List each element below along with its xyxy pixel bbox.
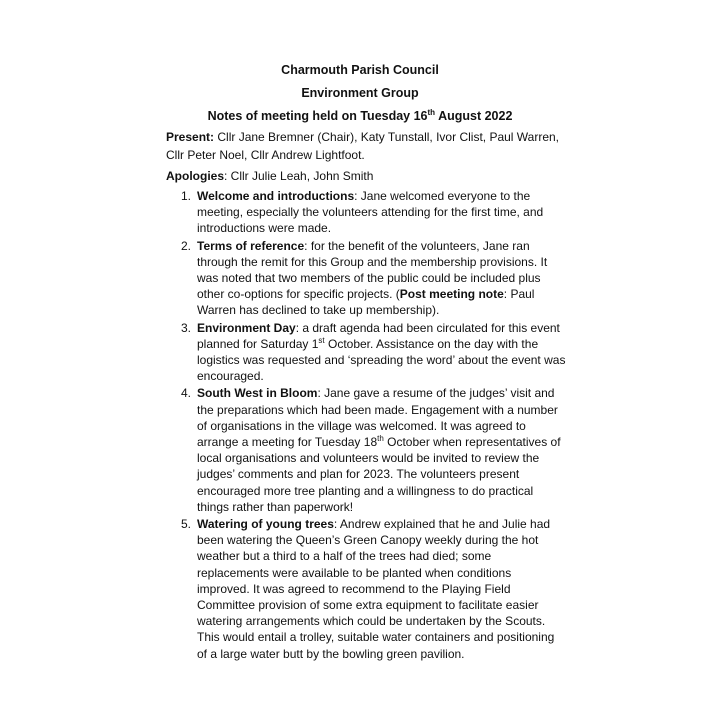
item-text: : for the benefit of the volunteers, Jane ran through the remit for this Group and the membership provisions. It was noted that two members of the public could be included plus other co-options for specific projects. (	[197, 238, 548, 302]
apologies-label: Apologies	[166, 169, 225, 183]
present-text: Cllr Jane Bremner (Chair), Katy Tunstall, Ivor Clist, Paul Warren, Cllr Peter Noel, Cllr Andrew Lightfoot.	[166, 130, 560, 162]
present-paragraph	[166, 128, 566, 164]
item-title: South West in Bloom	[197, 386, 318, 401]
meeting-title-pre: Notes of meeting held on Tuesday 16	[207, 109, 428, 123]
item-title: Environment Day	[197, 320, 296, 335]
present-label: Present:	[166, 130, 215, 144]
item-number: 2.	[181, 238, 192, 253]
item-text-post: October. Assistance on the day with the logistics was requested and ‘spreading the word’ about the event was encouraged.	[197, 336, 566, 384]
item-text-pre: : a draft agenda had been circulated for this event planned for Saturday 1	[197, 320, 560, 351]
apologies-text: : Cllr Julie Leah, John Smith	[224, 169, 374, 183]
meeting-title-post: August 2022	[435, 109, 513, 123]
group-title: Environment Group	[301, 86, 419, 100]
council-title: Charmouth Parish Council	[281, 63, 439, 77]
list-item	[166, 516, 566, 662]
item-title: Watering of young trees	[197, 517, 334, 532]
item-text-sup: th	[377, 434, 384, 444]
item-text: : Jane welcomed everyone to the meeting, especially the volunteers attending for the first time, and introductions were made.	[197, 189, 544, 236]
agenda-list	[166, 188, 566, 663]
item-number: 5.	[181, 517, 192, 532]
list-item	[166, 188, 566, 237]
list-item	[166, 238, 566, 319]
item-note-text: : Paul Warren has declined to take up membership).	[197, 287, 535, 318]
item-number: 3.	[181, 320, 192, 335]
item-number: 4.	[181, 386, 192, 401]
item-title: Terms of reference	[197, 238, 305, 253]
apologies-paragraph	[166, 167, 566, 185]
item-note-label: Post meeting note	[399, 287, 504, 302]
item-number: 1.	[181, 189, 192, 203]
meeting-title-sup: th	[427, 107, 436, 117]
item-text-post: October when representatives of local organisations and volunteers would be invited to review the judges’ comments and plan for 2023. The volunteers present encouraged more tree planting and a willingness to do practical things rather than paperwork!	[197, 435, 561, 514]
item-text: : Andrew explained that he and Julie had been watering the Queen’s Green Canopy weekly during the hot weather but a third to a half of the trees had died; some replacements were available to be planted when conditions improved. It was agreed to recommend to the Playing Field Committee provision of some extra equipment to facilitate easier watering arrangements which could be undertaken by the Scouts. This would entail a trolley, suitable water containers and positioning of a large water butt by the bowling green pavilion.	[197, 517, 555, 661]
list-item	[166, 385, 566, 515]
item-title: Welcome and introductions	[197, 189, 355, 203]
item-text-pre: : Jane gave a resume of the judges’ visit and the preparations which had been made. Engagement with a number of organisations in the village was welcomed. It was agreed to arrange a meeting for Tuesday 18	[197, 386, 558, 450]
list-item	[166, 320, 566, 385]
item-text-sup: st	[318, 335, 325, 345]
meeting-title	[0, 108, 720, 124]
